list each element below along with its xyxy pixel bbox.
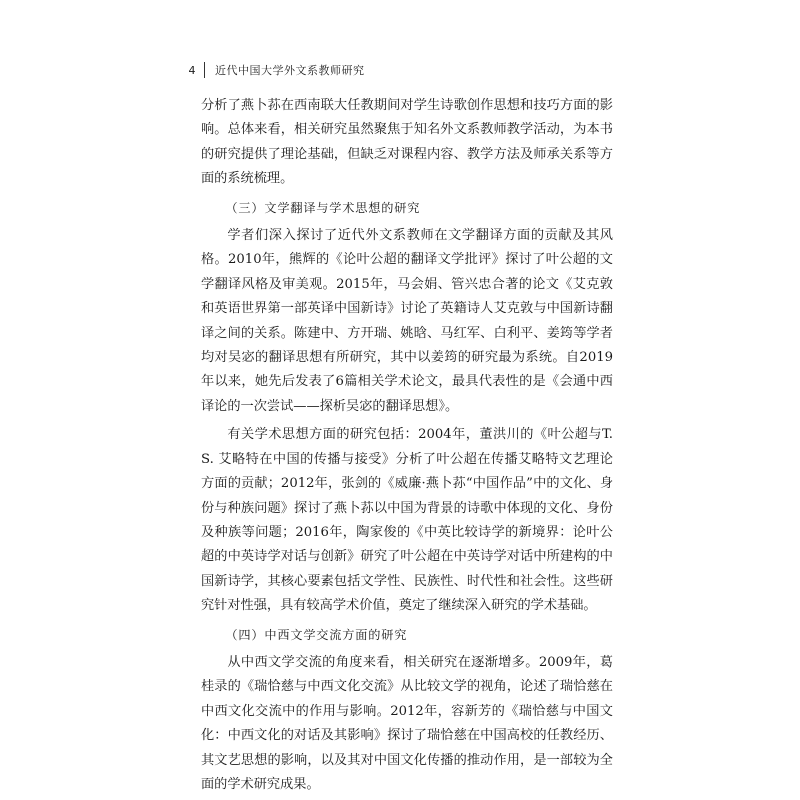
header-divider <box>204 62 205 78</box>
book-title: 近代中国大学外文系教师研究 <box>215 64 365 77</box>
body-text <box>201 94 613 797</box>
paragraph-exchange: 从中西文学交流的角度来看，相关研究在逐渐增多。2009年，葛桂录的《瑞恰慈与中西文化交流》从比较文学的视角，论述了瑞恰慈在中西文化交流中的作用与影响。2012年，容新芳的《瑞恰慈与中国文化：中西文化的对话及其影响》探讨了瑞恰慈在中国高校的任教经历、其文艺思想的影响，以及其对中国文化传播的推动作用，是一部较为全面的学术研究成果。 <box>201 654 613 792</box>
page-number: 4 <box>188 63 196 77</box>
section-heading-translation: （三）文学翻译与学术思想的研究 <box>225 200 421 215</box>
section-heading-exchange: （四）中西文学交流方面的研究 <box>225 627 408 642</box>
paragraph-academic-thought: 有关学术思想方面的研究包括：2004年，董洪川的《叶公超与T. S. 艾略特在中国的传播与接受》分析了叶公超在传播艾略特文艺理论方面的贡献；2012年，张剑的《威廉·燕卜荪“中国作品”中的文化、身份与种族问题》探讨了燕卜荪以中国为背景的诗歌中体现的文化、身份及种族等问题；2016年，陶家俊的《中英比较诗学的新境界：论叶公超的中英诗学对话与创新》研究了叶公超在中英诗学对话中所建构的中国新诗学，其核心要素包括文学性、民族性、时代性和社会性。这些研究针对性强，具有较高学术价值，奠定了继续深入研究的学术基础。 <box>201 427 613 614</box>
running-header <box>184 62 365 78</box>
paragraph-translation: 学者们深入探讨了近代外文系教师在文学翻译方面的贡献及其风格。2010年，熊辉的《论叶公超的翻译文学批评》探讨了叶公超的文学翻译风格及审美观。2015年，马会娟、管兴忠合著的论文《艾克敦和英语世界第一部英译中国新诗》讨论了英籍诗人艾克敦与中国新诗翻译之间的关系。陈建中、方开瑞、姚晗、马红军、白利平、姜筠等学者均对吴宓的翻译思想有所研究，其中以姜筠的研究最为系统。自2019年以来，她先后发表了6篇相关学术论文，最具代表性的是《会通中西译论的一次尝试——探析吴宓的翻译思想》。 <box>201 228 613 414</box>
paragraph-continuation: 分析了燕卜荪在西南联大任教期间对学生诗歌创作思想和技巧方面的影响。总体来看，相关研究虽然聚焦于知名外文系教师教学活动，为本书的研究提供了理论基础，但缺乏对课程内容、教学方法及师承关系等方面的系统梳理。 <box>201 98 613 187</box>
